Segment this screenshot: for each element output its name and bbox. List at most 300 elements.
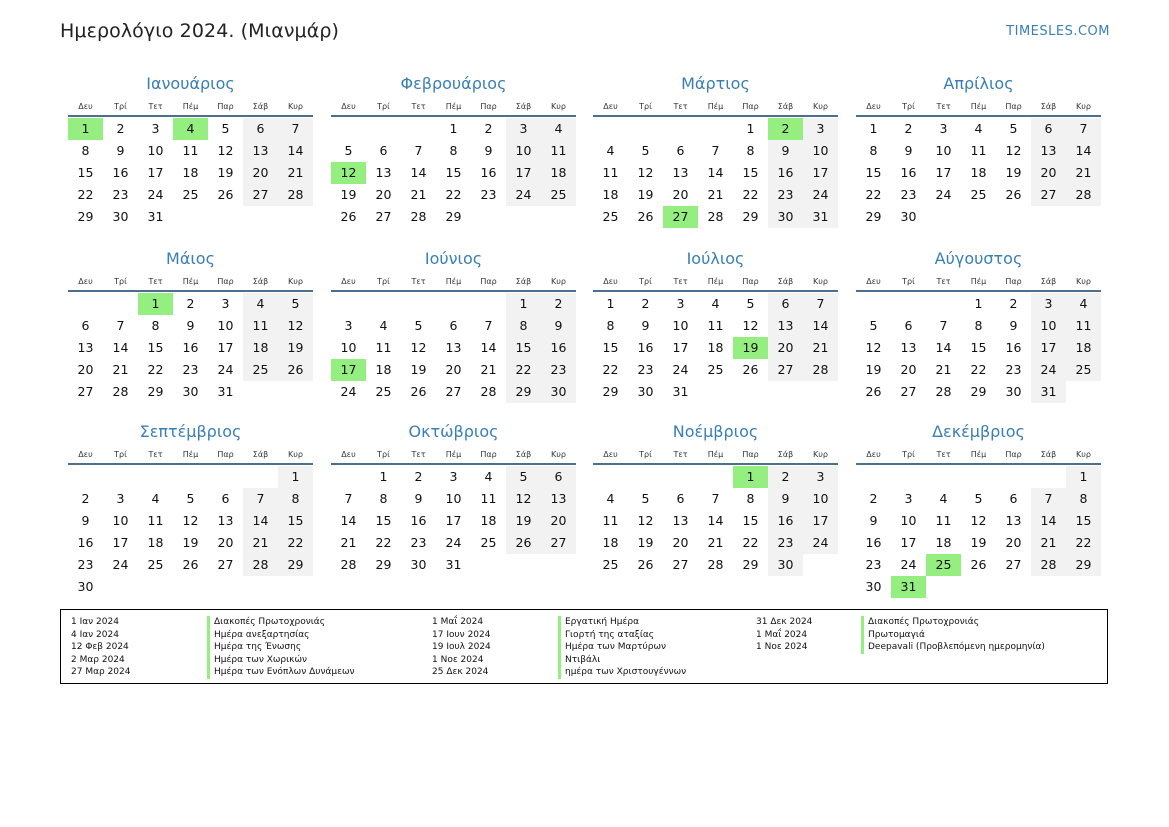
day-cell: 10 (340, 340, 357, 355)
day-cell: 20 (672, 187, 689, 202)
day-cell: 11 (147, 513, 164, 528)
weekday-label: Δευ (341, 277, 356, 286)
day-grid (593, 466, 838, 576)
month-name: Οκτώβριος (408, 422, 499, 441)
day-cell: 25 (480, 535, 497, 550)
day-cell: 27 (217, 557, 234, 572)
day-cell: 16 (1005, 340, 1022, 355)
day-grid (331, 466, 576, 576)
weekday-label: Τρί (902, 277, 915, 286)
day-cell: 2 (541, 293, 576, 315)
day-cell: 8 (746, 491, 755, 506)
day-cell: 20 (217, 535, 234, 550)
month-name: Νοέμβριος (672, 422, 759, 441)
day-cell: 27 (768, 359, 803, 381)
day-cell: 6 (379, 143, 388, 158)
weekday-label: Παρ (742, 102, 759, 111)
day-cell: 18 (602, 535, 619, 550)
day-cell: 14 (410, 165, 427, 180)
day-cell: 24 (112, 557, 129, 572)
month-block (68, 420, 313, 598)
day-cell: 12 (506, 488, 541, 510)
day-cell: 10 (506, 140, 541, 162)
day-cell: 25 (147, 557, 164, 572)
day-cell: 21 (707, 535, 724, 550)
day-cell: 16 (182, 340, 199, 355)
month-name: Απρίλιος (943, 74, 1014, 93)
day-cell: 16 (768, 162, 803, 184)
day-cell: 13 (672, 165, 689, 180)
day-cell: 30 (768, 554, 803, 576)
day-cell: 25 (243, 359, 278, 381)
holiday-dates-column (71, 616, 131, 679)
day-cell: 11 (541, 140, 576, 162)
day-cell: 2 (768, 466, 803, 488)
day-cell: 8 (278, 488, 313, 510)
weekday-label: Δευ (603, 450, 618, 459)
day-cell: 6 (1031, 118, 1066, 140)
day-cell: 7 (939, 318, 948, 333)
day-cell: 14 (935, 340, 952, 355)
day-cell: 12 (278, 315, 313, 337)
month-block (331, 247, 576, 403)
day-cell: 10 (803, 488, 838, 510)
day-cell: 22 (506, 359, 541, 381)
weekday-label: Πέμ (182, 102, 199, 111)
day-cell: 21 (112, 362, 129, 377)
day-cell: 10 (935, 143, 952, 158)
day-cell: 28 (112, 384, 129, 399)
weekday-label: Τρί (114, 277, 127, 286)
day-cell: 21 (243, 532, 278, 554)
day-cell: 28 (410, 209, 427, 224)
day-cell: 3 (803, 118, 838, 140)
day-cell: 21 (707, 187, 724, 202)
empty-cell (401, 118, 436, 140)
weekday-label: Τετ (936, 102, 951, 111)
day-cell: 17 (445, 513, 462, 528)
day-cell: 30 (112, 209, 129, 224)
day-cell: 12 (217, 143, 234, 158)
day-cell: 27 (1005, 557, 1022, 572)
weekday-label: Κυρ (551, 450, 566, 459)
month-name: Ιούλιος (686, 249, 745, 268)
day-cell: 26 (340, 209, 357, 224)
day-cell: 15 (147, 340, 164, 355)
day-cell: 22 (1066, 532, 1101, 554)
day-cell: 12 (637, 513, 654, 528)
day-cell: 2 (484, 121, 493, 136)
day-cell: 6 (221, 491, 230, 506)
day-cell: 28 (243, 554, 278, 576)
day-cell: 25 (602, 209, 619, 224)
day-cell: 12 (742, 318, 759, 333)
day-cell: 15 (1066, 510, 1101, 532)
weekday-label: Κυρ (1076, 102, 1091, 111)
month-name: Ιούνιος (424, 249, 483, 268)
weekday-label: Τρί (902, 450, 915, 459)
weekday-label: Δευ (341, 102, 356, 111)
day-cell: 5 (414, 318, 423, 333)
holiday-name: Ημέρα των Χωρικών (207, 654, 355, 667)
weekday-label: Παρ (742, 277, 759, 286)
day-cell: 15 (602, 340, 619, 355)
day-cell: 14 (278, 140, 313, 162)
holiday-date: 27 Μαρ 2024 (71, 667, 131, 677)
day-cell: 7 (484, 318, 493, 333)
holiday-name: Διακοπές Πρωτοχρονιάς (207, 616, 355, 629)
day-cell: 1 (506, 293, 541, 315)
day-cell: 31 (445, 557, 462, 572)
weekday-label: Πέμ (445, 277, 462, 286)
day-cell: 1 (974, 296, 983, 311)
weekday-label: Τετ (148, 450, 163, 459)
holiday-day: 17 (331, 359, 366, 381)
day-cell: 21 (1066, 162, 1101, 184)
day-cell: 13 (77, 340, 94, 355)
day-cell: 16 (77, 535, 94, 550)
day-cell: 19 (970, 535, 987, 550)
day-cell: 19 (637, 187, 654, 202)
day-cell: 26 (506, 532, 541, 554)
day-cell: 30 (865, 579, 882, 594)
day-cell: 26 (410, 384, 427, 399)
weekday-label: Κυρ (813, 450, 828, 459)
day-cell: 18 (480, 513, 497, 528)
day-cell: 25 (375, 384, 392, 399)
day-cell: 18 (707, 340, 724, 355)
day-cell: 28 (1031, 554, 1066, 576)
day-cell: 19 (506, 510, 541, 532)
day-cell: 7 (116, 318, 125, 333)
day-cell: 25 (1066, 359, 1101, 381)
month-name: Σεπτέμβριος (139, 422, 242, 441)
day-cell: 16 (112, 165, 129, 180)
month-block (593, 420, 838, 576)
day-cell: 21 (340, 535, 357, 550)
day-cell: 22 (375, 535, 392, 550)
empty-cell (366, 293, 401, 315)
day-cell: 13 (1005, 513, 1022, 528)
weekday-label: Τρί (639, 102, 652, 111)
weekday-label: Πέμ (445, 102, 462, 111)
day-cell: 3 (506, 118, 541, 140)
day-cell: 24 (445, 535, 462, 550)
day-cell: 20 (1031, 162, 1066, 184)
weekday-header (593, 447, 838, 465)
day-cell: 26 (182, 557, 199, 572)
day-cell: 18 (375, 362, 392, 377)
day-cell: 30 (77, 579, 94, 594)
day-cell: 13 (217, 513, 234, 528)
day-cell: 16 (410, 513, 427, 528)
day-cell: 3 (939, 121, 948, 136)
day-cell: 2 (904, 121, 913, 136)
month-name: Μάρτιος (681, 74, 750, 93)
day-grid (68, 118, 313, 228)
day-cell: 20 (1005, 535, 1022, 550)
day-cell: 23 (768, 184, 803, 206)
weekday-label: Σάβ (1040, 102, 1057, 111)
empty-cell (891, 293, 926, 315)
weekday-label: Σάβ (515, 450, 532, 459)
day-cell: 29 (445, 209, 462, 224)
day-cell: 3 (803, 466, 838, 488)
day-cell: 23 (480, 187, 497, 202)
day-cell: 4 (1066, 293, 1101, 315)
holiday-day: 1 (733, 466, 768, 488)
day-cell: 18 (147, 535, 164, 550)
day-cell: 29 (865, 209, 882, 224)
day-cell: 9 (768, 488, 803, 510)
weekday-label: Τετ (148, 102, 163, 111)
day-cell: 13 (768, 315, 803, 337)
day-cell: 8 (974, 318, 983, 333)
empty-cell (331, 293, 366, 315)
day-cell: 30 (900, 209, 917, 224)
month-block (68, 72, 313, 228)
holiday-day: 19 (733, 337, 768, 359)
holiday-name: Γιορτή της αταξίας (558, 629, 686, 642)
weekday-label: Σάβ (252, 102, 269, 111)
month-block (68, 247, 313, 403)
day-cell: 13 (672, 513, 689, 528)
weekday-header (331, 274, 576, 292)
day-cell: 11 (182, 143, 199, 158)
empty-cell (593, 118, 628, 140)
weekday-label: Τρί (377, 102, 390, 111)
day-cell: 2 (81, 491, 90, 506)
empty-cell (366, 118, 401, 140)
day-cell: 23 (112, 187, 129, 202)
holiday-names-column (207, 616, 355, 679)
weekday-header (68, 99, 313, 117)
day-cell: 30 (541, 381, 576, 403)
weekday-label: Πέμ (970, 102, 987, 111)
day-cell: 15 (506, 337, 541, 359)
day-cell: 23 (900, 187, 917, 202)
weekday-label: Δευ (78, 277, 93, 286)
day-cell: 23 (1005, 362, 1022, 377)
day-cell: 25 (970, 187, 987, 202)
day-cell: 17 (803, 510, 838, 532)
weekday-label: Τετ (936, 450, 951, 459)
day-cell: 30 (1005, 384, 1022, 399)
day-cell: 20 (445, 362, 462, 377)
weekday-label: Τετ (673, 102, 688, 111)
weekday-label: Δευ (866, 277, 881, 286)
day-cell: 3 (1031, 293, 1066, 315)
day-cell: 10 (900, 513, 917, 528)
day-cell: 11 (707, 318, 724, 333)
day-cell: 29 (742, 557, 759, 572)
day-cell: 19 (340, 187, 357, 202)
day-cell: 5 (974, 491, 983, 506)
day-cell: 14 (803, 315, 838, 337)
day-cell: 20 (672, 535, 689, 550)
day-cell: 27 (375, 209, 392, 224)
weekday-label: Δευ (866, 102, 881, 111)
day-cell: 5 (641, 143, 650, 158)
day-cell: 4 (711, 296, 720, 311)
day-cell: 26 (637, 209, 654, 224)
day-cell: 4 (379, 318, 388, 333)
day-cell: 5 (869, 318, 878, 333)
day-cell: 24 (803, 532, 838, 554)
day-cell: 11 (375, 340, 392, 355)
day-cell: 17 (1031, 337, 1066, 359)
day-cell: 29 (742, 209, 759, 224)
month-name: Φεβρουάριος (400, 74, 507, 93)
day-cell: 18 (602, 187, 619, 202)
day-cell: 27 (243, 184, 278, 206)
day-cell: 1 (606, 296, 615, 311)
day-cell: 24 (900, 557, 917, 572)
empty-cell (856, 466, 891, 488)
weekday-label: Παρ (217, 450, 234, 459)
day-cell: 22 (742, 187, 759, 202)
day-cell: 28 (707, 209, 724, 224)
day-cell: 14 (707, 513, 724, 528)
day-cell: 11 (1066, 315, 1101, 337)
weekday-label: Κυρ (1076, 450, 1091, 459)
empty-cell (208, 466, 243, 488)
weekday-label: Σάβ (1040, 450, 1057, 459)
holiday-date: 19 Ιουλ 2024 (432, 642, 491, 652)
day-cell: 14 (243, 510, 278, 532)
day-cell: 8 (606, 318, 615, 333)
holiday-name: Εργατική Ημέρα (558, 616, 686, 629)
day-cell: 16 (480, 165, 497, 180)
day-cell: 7 (243, 488, 278, 510)
day-cell: 24 (803, 184, 838, 206)
empty-cell (698, 118, 733, 140)
weekday-label: Παρ (1005, 277, 1022, 286)
day-cell: 2 (641, 296, 650, 311)
day-cell: 9 (904, 143, 913, 158)
holiday-name: Ημέρα ανεξαρτησίας (207, 629, 355, 642)
holiday-date: 1 Ιαν 2024 (71, 617, 119, 627)
day-cell: 6 (676, 491, 685, 506)
weekday-label: Τρί (639, 277, 652, 286)
month-block (331, 72, 576, 228)
day-cell: 6 (768, 293, 803, 315)
day-cell: 19 (410, 362, 427, 377)
month-block (331, 420, 576, 576)
holiday-day: 31 (891, 576, 926, 598)
weekday-label: Τετ (673, 277, 688, 286)
day-cell: 17 (900, 535, 917, 550)
day-cell: 5 (278, 293, 313, 315)
day-cell: 15 (375, 513, 392, 528)
day-cell: 12 (637, 165, 654, 180)
day-cell: 27 (672, 557, 689, 572)
day-cell: 18 (243, 337, 278, 359)
day-cell: 16 (768, 510, 803, 532)
day-cell: 12 (410, 340, 427, 355)
site-link[interactable]: TIMESLES.COM (1006, 24, 1110, 39)
month-block (856, 420, 1101, 598)
day-cell: 13 (541, 488, 576, 510)
day-cell: 14 (1031, 510, 1066, 532)
day-cell: 26 (637, 557, 654, 572)
weekday-label: Δευ (603, 102, 618, 111)
weekday-label: Δευ (341, 450, 356, 459)
day-cell: 20 (243, 162, 278, 184)
weekday-label: Τετ (411, 102, 426, 111)
month-block (593, 72, 838, 228)
empty-cell (138, 466, 173, 488)
day-cell: 9 (541, 315, 576, 337)
day-cell: 15 (278, 510, 313, 532)
empty-cell (68, 293, 103, 315)
day-cell: 4 (939, 491, 948, 506)
weekday-label: Τρί (377, 450, 390, 459)
holiday-name: Ημέρα των Ενόπλων Δυνάμεων (207, 666, 355, 679)
day-cell: 28 (1066, 184, 1101, 206)
day-cell: 4 (974, 121, 983, 136)
day-cell: 20 (768, 337, 803, 359)
weekday-label: Πέμ (182, 450, 199, 459)
day-cell: 23 (410, 535, 427, 550)
holiday-date: 1 Νοε 2024 (432, 654, 484, 665)
day-cell: 8 (746, 143, 755, 158)
day-cell: 1 (278, 466, 313, 488)
day-cell: 4 (484, 469, 493, 484)
day-cell: 13 (1031, 140, 1066, 162)
day-cell: 9 (641, 318, 650, 333)
day-cell: 20 (375, 187, 392, 202)
empty-cell (593, 466, 628, 488)
day-cell: 12 (970, 513, 987, 528)
weekday-label: Δευ (866, 450, 881, 459)
month-name: Δεκέμβριος (932, 422, 1025, 441)
day-cell: 30 (410, 557, 427, 572)
day-cell: 24 (672, 362, 689, 377)
weekday-label: Κυρ (551, 102, 566, 111)
empty-cell (331, 118, 366, 140)
day-cell: 3 (151, 121, 160, 136)
day-cell: 18 (935, 535, 952, 550)
empty-cell (926, 293, 961, 315)
day-cell: 12 (182, 513, 199, 528)
day-cell: 9 (484, 143, 493, 158)
day-cell: 27 (900, 384, 917, 399)
weekday-label: Δευ (78, 450, 93, 459)
day-cell: 22 (278, 532, 313, 554)
day-cell: 25 (602, 557, 619, 572)
weekday-label: Πέμ (182, 277, 199, 286)
day-cell: 22 (742, 535, 759, 550)
empty-cell (926, 466, 961, 488)
day-cell: 26 (742, 362, 759, 377)
empty-cell (331, 466, 366, 488)
day-cell: 18 (182, 165, 199, 180)
day-cell: 16 (541, 337, 576, 359)
day-cell: 11 (480, 491, 497, 506)
day-cell: 7 (278, 118, 313, 140)
day-cell: 28 (480, 384, 497, 399)
day-cell: 10 (217, 318, 234, 333)
day-cell: 11 (602, 165, 619, 180)
holiday-date: 25 Δεκ 2024 (432, 667, 489, 677)
day-cell: 19 (182, 535, 199, 550)
day-cell: 17 (803, 162, 838, 184)
weekday-label: Κυρ (813, 102, 828, 111)
weekday-label: Τετ (936, 277, 951, 286)
day-cell: 17 (112, 535, 129, 550)
day-cell: 28 (340, 557, 357, 572)
